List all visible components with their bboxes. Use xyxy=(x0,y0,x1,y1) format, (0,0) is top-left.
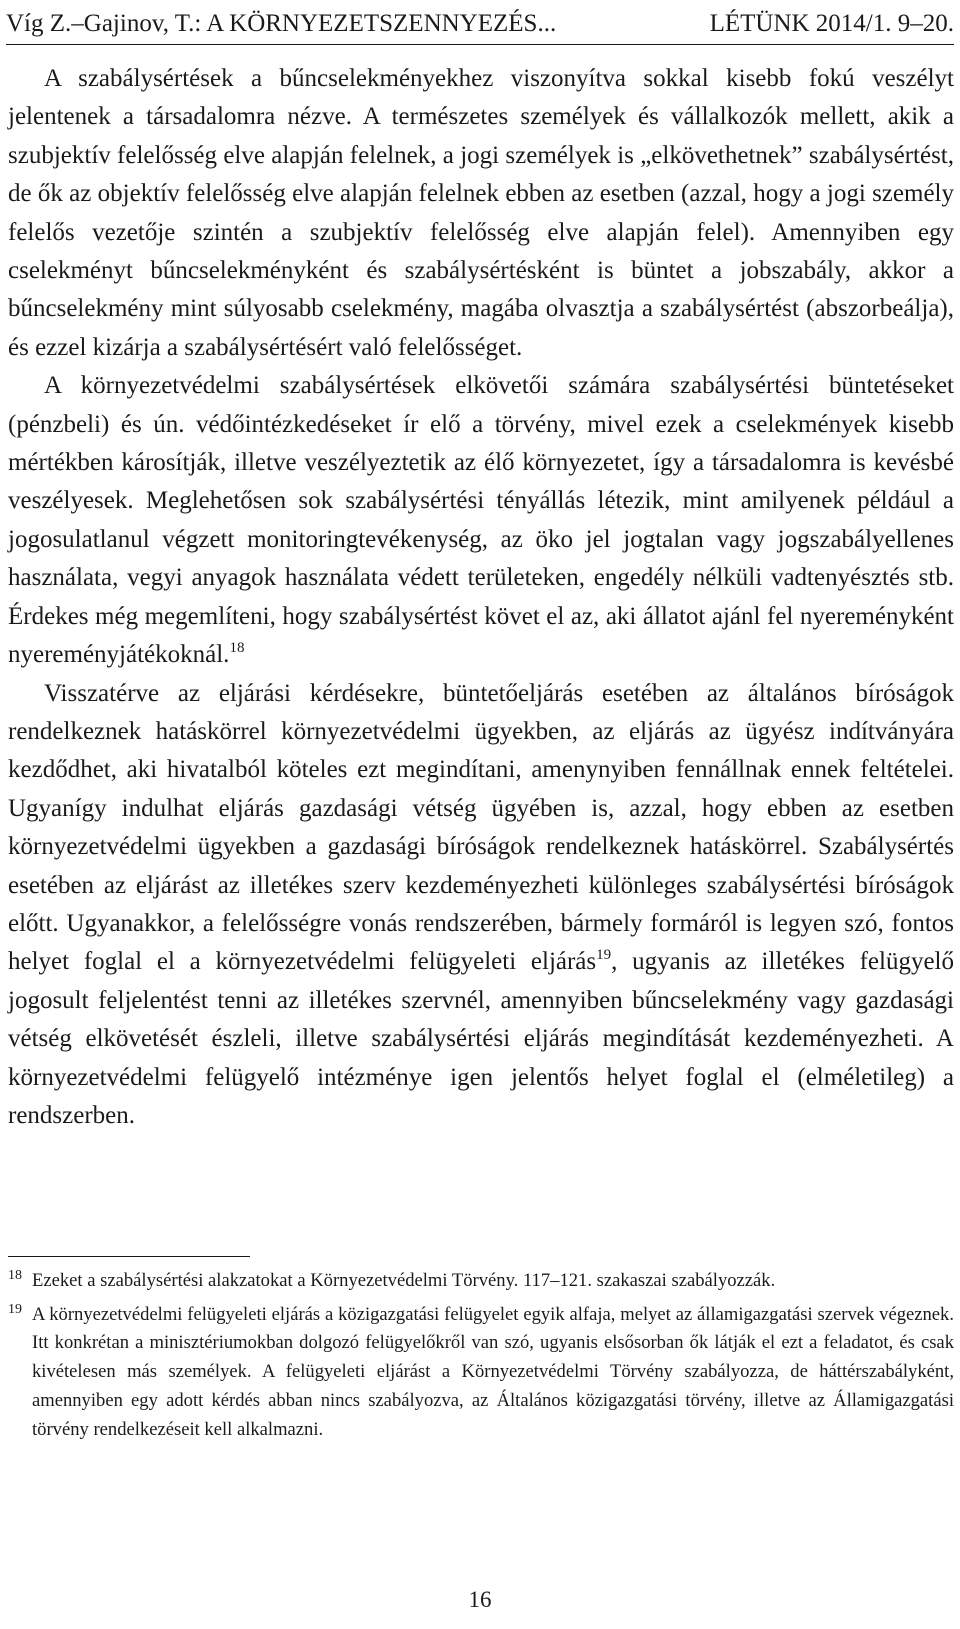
footnote-text: Ezeket a szabálysértési alakzatokat a Környezetvédelmi Törvény. 117–121. szakaszai szabályozzák. xyxy=(32,1270,776,1291)
footnote-ref-19: 19 xyxy=(596,947,612,964)
footnote-separator xyxy=(8,1256,250,1257)
header-citation: Víg Z.–Gajinov, T.: A KÖRNYEZETSZENNYEZÉS... xyxy=(6,10,557,37)
main-text xyxy=(8,60,954,1135)
footnotes xyxy=(8,1267,954,1449)
paragraph-3-text-b: , ugyanis az illetékes felügyelő jogosult feljelentést tenni az illetékes szervnél, amennyiben bűncselekmény vagy gazdasági vétség elkövetését észleli, illetve szabálysértési eljárás megindítását kezdeményezheti. A környezetvédelmi felügyelő intézménye igen jelentős helyet foglal el (elméletileg) a rendszerben. xyxy=(8,948,954,1129)
paragraph-2-text: A környezetvédelmi szabálysértések elkövetői számára szabálysértési büntetéseket (pénzbeli) és ún. védőintézkedéseket ír elő a törvény, mivel ezek a cselekmények kisebb mértékben károsítják, illetve veszélyeztetik az élő környezetet, így a társadalomra is kevésbé veszélyesek. Meglehetősen sok szabálysértési tényállás létezik, mint amilyenek például a jogosulatlanul végzett monitoringtevékenység, az öko jel jogtalan vagy jogszabályellenes használata, vegyi anyagok használata védett területeken, engedély nélküli vadtenyésztés stb. Érdekes még megemlíteni, hogy szabálysértést követ el az, aki állatot ajánl fel nyereményként nyereményjátékoknál. xyxy=(8,372,954,669)
footnote-18 xyxy=(8,1267,954,1296)
paragraph-2 xyxy=(8,367,954,674)
footnote-number: 18 xyxy=(8,1268,22,1283)
footnote-number: 19 xyxy=(8,1301,22,1317)
paragraph-3-text-a: Visszatérve az eljárási kérdésekre, büntetőeljárás esetében az általános bíróságok rendelkeznek hatáskörrel környezetvédelmi ügyekben, az eljárás az ügyész indítványára kezdődhet, aki hivatalból köteles ezt megindítani, amenynyiben fennállnak ennek feltételei. Ugyanígy indulhat eljárás gazdasági vétség ügyében is, azzal, hogy ebben az esetben környezetvédelmi ügyekben a gazdasági bíróságok rendelkeznek hatáskörrel. Szabálysértés esetében az eljárást az illetékes szerv kezdeményezheti különleges szabálysértési bíróságok előtt. Ugyanakkor, a felelősségre vonás rendszerében, bármely formáról is legyen szó, fontos helyet foglal el a környezetvédelmi felügyeleti eljárás xyxy=(8,679,954,976)
paragraph-1: A szabálysértések a bűncselekményekhez viszonyítva sokkal kisebb fokú veszélyt jelentenek a társadalomra nézve. A természetes személyek és vállalkozók mellett, akik a szubjektív felelősség elve alapján felelnek, a jogi személyek is „elkövethetnek” szabálysértést, de ők az objektív felelősség elve alapján felelnek ebben az esetben (azzal, hogy a jogi személy felelős vezetője szintén a szubjektív felelősség elve alapján felel). Amennyiben egy cselekményt bűncselekményként és szabálysértésként is büntet a jobszabály, akkor a bűncselekmény mint súlyosabb cselekmény, magába olvasztja a szabálysértést (abszorbeálja), és ezzel kizárja a szabálysértésért való felelősséget. xyxy=(8,65,954,361)
footnote-19 xyxy=(8,1301,954,1445)
running-header xyxy=(6,10,954,38)
page-number: 16 xyxy=(468,1587,492,1612)
footnote-text: A környezetvédelmi felügyeleti eljárás a közigazgatási felügyelet egyik alfaja, melyet az államigazgatási szervek végeznek. Itt konkrétan a minisztériumokban dolgozó felügyelőkről van szó, ugyanis elsősorban ők látják el ezt a feladatot, és csak kivételesen más személyek. A felügyeleti eljárást a Környezetvédelmi Törvény szabályozza, de háttérszabályként, amennyiben egy adott kérdés abban nincs szabályozva, az Általános közigazgatási törvény, illetve az Államigazgatási törvény rendelkezéseit kell alkalmazni. xyxy=(32,1303,954,1440)
paragraph-3 xyxy=(8,675,954,1136)
header-journal: LÉTÜNK 2014/1. 9–20. xyxy=(709,10,954,37)
header-rule xyxy=(6,44,954,45)
footnote-ref-18: 18 xyxy=(229,640,245,657)
